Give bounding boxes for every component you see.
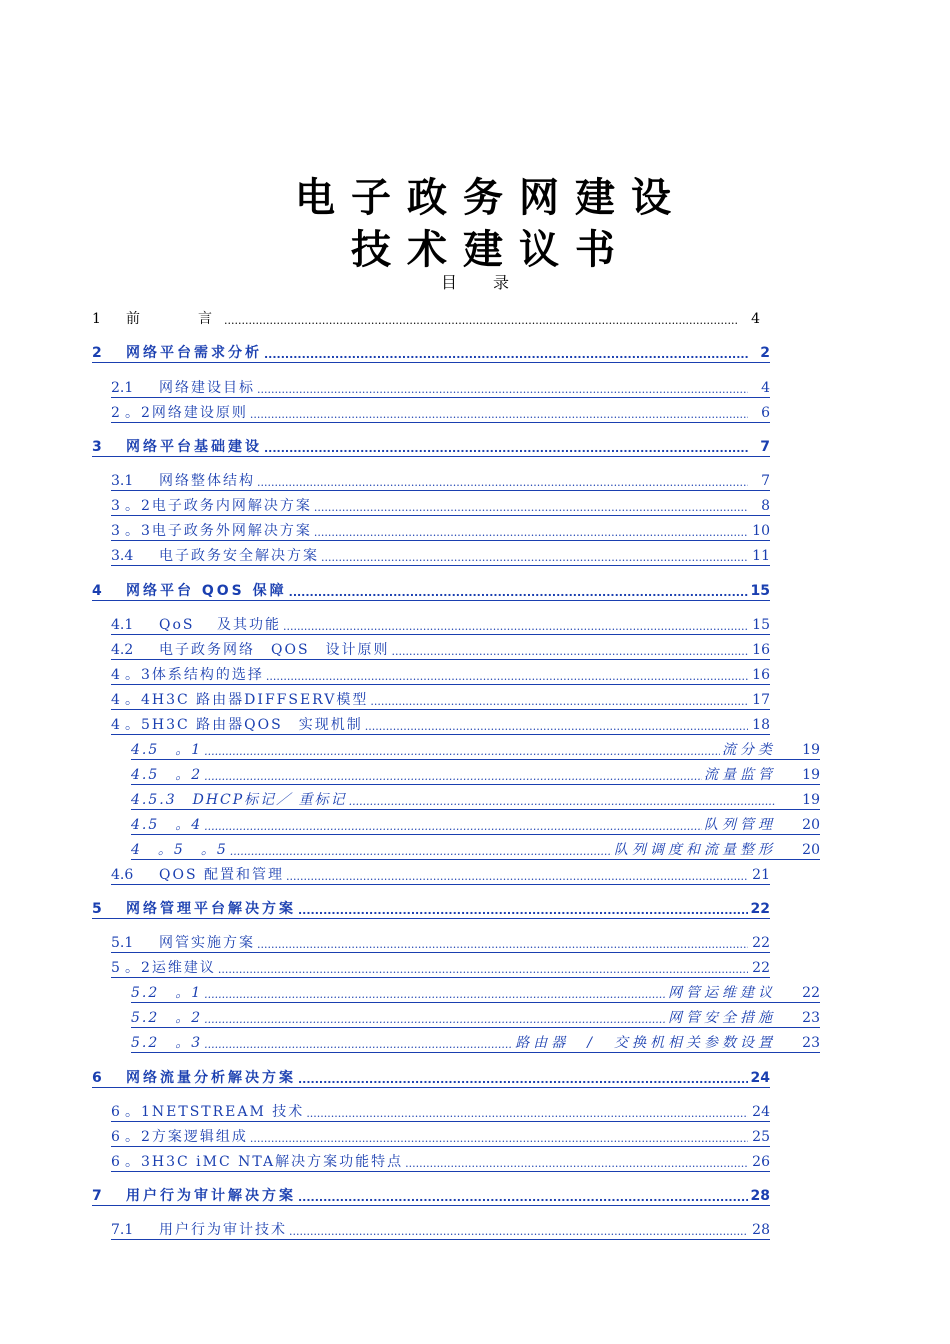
toc-page-number: 2 xyxy=(760,345,770,361)
toc-leader-dots xyxy=(204,1009,666,1027)
toc-entry-title: 流分类 xyxy=(722,742,776,758)
document-title-line2: 技术建议书 xyxy=(351,227,631,273)
toc-entry-label: 用户行为审计解决方案 xyxy=(126,1188,296,1204)
toc-entry-number: 7 xyxy=(92,1188,102,1204)
toc-leader-dots xyxy=(349,791,776,809)
toc-page-number: 20 xyxy=(802,842,820,858)
toc-page-number: 24 xyxy=(750,1070,770,1086)
toc-entry-label: 5.2 。2 xyxy=(131,1010,203,1026)
toc-entry[interactable] xyxy=(111,496,770,516)
toc-entry-label: 4.5.3 DHCP标记／ 重标记 xyxy=(131,792,347,808)
toc-entry[interactable] xyxy=(92,899,770,919)
toc-leader-dots xyxy=(204,766,702,784)
toc-leader-dots xyxy=(283,616,748,634)
toc-page-number: 15 xyxy=(750,583,770,599)
toc-entry-label: 网络平台需求分析 xyxy=(126,345,262,361)
toc-leader-dots xyxy=(306,1103,748,1121)
toc-leader-dots xyxy=(298,900,748,918)
toc-leader-dots xyxy=(286,866,748,884)
toc-entry-number: 3 xyxy=(111,523,120,539)
toc-entry-title: 网管运维建议 xyxy=(668,985,776,1001)
toc-entry[interactable] xyxy=(131,1033,820,1053)
toc-entry[interactable] xyxy=(111,1102,770,1122)
toc-leader-dots xyxy=(224,310,738,328)
toc-page-number: 7 xyxy=(761,473,770,489)
toc-leader-dots xyxy=(314,497,748,515)
toc-entry-number: 3.1 xyxy=(111,473,134,489)
toc-entry[interactable] xyxy=(111,665,770,685)
toc-leader-dots xyxy=(298,1069,748,1087)
toc-entry[interactable] xyxy=(111,1127,770,1147)
toc-page-number: 6 xyxy=(761,405,770,421)
toc-entry-number: 5.1 xyxy=(111,935,134,951)
toc-leader-dots xyxy=(289,582,748,600)
toc-page-number: 16 xyxy=(752,642,770,658)
toc-page-number: 19 xyxy=(802,792,820,808)
toc-page-number: 24 xyxy=(752,1104,770,1120)
toc-entry[interactable] xyxy=(92,437,770,457)
toc-entry-label: 网络整体结构 xyxy=(159,473,255,489)
toc-entry[interactable] xyxy=(111,690,770,710)
toc-entry-number: 4.2 xyxy=(111,642,134,658)
toc-entry-number: 4 xyxy=(92,583,102,599)
toc-page-number: 4 xyxy=(761,380,770,396)
toc-leader-dots xyxy=(204,816,702,834)
toc-entry-label: QoS 及其功能 xyxy=(159,617,281,633)
toc-leader-dots xyxy=(230,841,612,859)
toc-entry[interactable] xyxy=(111,378,770,398)
toc-entry-number: 4 xyxy=(111,717,120,733)
toc-entry-label: 网络流量分析解决方案 xyxy=(126,1070,296,1086)
toc-entry-number: 4.1 xyxy=(111,617,134,633)
toc-entry[interactable] xyxy=(131,740,820,760)
toc-entry[interactable] xyxy=(111,521,770,541)
toc-page-number: 25 xyxy=(752,1129,770,1145)
toc-entry[interactable] xyxy=(111,403,770,423)
toc-entry[interactable] xyxy=(111,865,770,885)
toc-page-number: 10 xyxy=(752,523,770,539)
toc-heading: 目录 xyxy=(440,273,545,292)
toc-leader-dots xyxy=(321,547,748,565)
toc-entry-label: 。3H3C iMC NTA解决方案功能特点 xyxy=(125,1154,404,1170)
toc-entry-label: 电子政务安全解决方案 xyxy=(159,548,319,564)
document-title-line1: 电子政务网建设 xyxy=(295,175,687,221)
toc-page-number: 19 xyxy=(802,742,820,758)
toc-leader-dots xyxy=(257,472,748,490)
toc-page-number: 16 xyxy=(752,667,770,683)
toc-leader-dots xyxy=(264,344,748,362)
toc-entry-label: 4.5 。4 xyxy=(131,817,203,833)
toc-entry[interactable] xyxy=(111,715,770,735)
toc-entry-number: 5 xyxy=(111,960,120,976)
toc-page-number: 22 xyxy=(752,935,770,951)
toc-leader-dots xyxy=(250,1128,748,1146)
toc-page-number: 22 xyxy=(802,985,820,1001)
toc-leader-dots xyxy=(204,984,666,1002)
toc-entry-title: 队列管理 xyxy=(704,817,776,833)
toc-page-number: 26 xyxy=(752,1154,770,1170)
toc-entry-number: 6 xyxy=(111,1129,120,1145)
toc-entry-label: 。3体系结构的选择 xyxy=(125,667,264,683)
toc-entry-label: QOS 配置和管理 xyxy=(159,867,284,883)
toc-entry-label: 。2方案逻辑组成 xyxy=(125,1129,248,1145)
toc-leader-dots xyxy=(218,959,748,977)
toc-entry[interactable] xyxy=(111,471,770,491)
toc-entry-title: 流量监管 xyxy=(704,767,776,783)
toc-leader-dots xyxy=(392,641,748,659)
toc-leader-dots xyxy=(204,741,720,759)
toc-entry[interactable] xyxy=(111,640,770,660)
toc-leader-dots xyxy=(365,716,748,734)
toc-entry[interactable] xyxy=(92,1068,770,1088)
toc-entry-number: 3 xyxy=(92,439,102,455)
toc-page-number: 7 xyxy=(760,439,770,455)
toc-entry[interactable] xyxy=(111,933,770,953)
toc-entry[interactable] xyxy=(111,1220,770,1240)
toc-entry-label: 电子政务网络 QOS 设计原则 xyxy=(159,642,390,658)
toc-page-number: 18 xyxy=(752,717,770,733)
toc-entry-label: 。1NETSTREAM 技术 xyxy=(125,1104,305,1120)
toc-entry-number: 2.1 xyxy=(111,380,134,396)
toc-entry-label: 网络平台基础建设 xyxy=(126,439,262,455)
toc-entry-number: 2 xyxy=(92,345,102,361)
toc-entry-label: 。2电子政务内网解决方案 xyxy=(125,498,312,514)
toc-entry-label: 前 言 xyxy=(126,311,222,327)
toc-leader-dots xyxy=(405,1153,748,1171)
toc-entry-number: 6 xyxy=(111,1154,120,1170)
toc-page-number: 11 xyxy=(752,548,770,564)
toc-entry-number: 5 xyxy=(92,901,102,917)
toc-leader-dots xyxy=(257,379,748,397)
toc-page-number: 21 xyxy=(752,867,770,883)
toc-entry-label: 。3电子政务外网解决方案 xyxy=(125,523,312,539)
toc-entry-label: 4 。5 。5 xyxy=(131,842,228,858)
toc-page-number: 17 xyxy=(752,692,770,708)
toc-entry-number: 4 xyxy=(111,692,120,708)
toc-page-number: 15 xyxy=(752,617,770,633)
toc-entry-label: 。4H3C 路由器DIFFSERV模型 xyxy=(125,692,369,708)
toc-page-number: 20 xyxy=(802,817,820,833)
toc-entry-number: 6 xyxy=(92,1070,102,1086)
toc-page-number: 22 xyxy=(752,960,770,976)
toc-page-number: 28 xyxy=(750,1188,770,1204)
toc-leader-dots xyxy=(204,1034,513,1052)
toc-entry-number: 2 xyxy=(111,405,120,421)
toc-page-number: 28 xyxy=(752,1222,770,1238)
toc-entry-number: 6 xyxy=(111,1104,120,1120)
toc-entry-label: 4.5 。2 xyxy=(131,767,203,783)
toc-entry-number: 1 xyxy=(92,311,101,327)
toc-entry-label: 。2网络建设原则 xyxy=(125,405,248,421)
toc-leader-dots xyxy=(289,1221,748,1239)
toc-entry-title: 队列调度和流量整形 xyxy=(614,842,776,858)
toc-entry-label: 网络平台 QOS 保障 xyxy=(126,583,287,599)
toc-page-number: 8 xyxy=(761,498,770,514)
toc-entry-title: 路由器 / 交换机相关参数设置 xyxy=(515,1035,776,1051)
toc-entry[interactable] xyxy=(92,343,770,363)
toc-entry[interactable] xyxy=(131,765,820,785)
toc-entry-label: 4.5 。1 xyxy=(131,742,203,758)
toc-entry[interactable] xyxy=(131,840,820,860)
toc-entry[interactable] xyxy=(111,546,770,566)
toc-leader-dots xyxy=(250,404,748,422)
toc-entry[interactable] xyxy=(131,1008,820,1028)
toc-entry-number: 3 xyxy=(111,498,120,514)
toc-entry-label: 网络管理平台解决方案 xyxy=(126,901,296,917)
toc-page-number: 19 xyxy=(802,767,820,783)
toc-entry[interactable] xyxy=(111,615,770,635)
toc-entry[interactable] xyxy=(111,958,770,978)
toc-entry-label: 网络建设目标 xyxy=(159,380,255,396)
toc-leader-dots xyxy=(266,666,748,684)
toc-entry[interactable] xyxy=(131,983,820,1003)
toc-entry-label: 用户行为审计技术 xyxy=(159,1222,287,1238)
toc-leader-dots xyxy=(264,438,748,456)
toc-leader-dots xyxy=(370,691,748,709)
toc-entry-label: 。5H3C 路由器QOS 实现机制 xyxy=(125,717,363,733)
toc-entry-title: 网管安全措施 xyxy=(668,1010,776,1026)
toc-entry[interactable] xyxy=(92,581,770,601)
toc-entry xyxy=(92,308,760,328)
toc-page-number: 23 xyxy=(802,1010,820,1026)
toc-entry[interactable] xyxy=(92,1186,770,1206)
toc-page-number: 22 xyxy=(750,901,770,917)
toc-leader-dots xyxy=(298,1187,748,1205)
toc-page-number: 23 xyxy=(802,1035,820,1051)
toc-entry-number: 7.1 xyxy=(111,1222,134,1238)
toc-leader-dots xyxy=(257,934,748,952)
toc-entry-label: 5.2 。3 xyxy=(131,1035,203,1051)
toc-entry-label: 。2运维建议 xyxy=(125,960,216,976)
toc-leader-dots xyxy=(314,522,748,540)
toc-entry[interactable] xyxy=(111,1152,770,1172)
toc-entry-number: 3.4 xyxy=(111,548,134,564)
toc-entry-number: 4 xyxy=(111,667,120,683)
toc-entry[interactable] xyxy=(131,815,820,835)
toc-entry-number: 4.6 xyxy=(111,867,134,883)
toc-entry-label: 网管实施方案 xyxy=(159,935,255,951)
toc-entry[interactable] xyxy=(131,790,820,810)
toc-page-number: 4 xyxy=(751,311,760,327)
toc-entry-label: 5.2 。1 xyxy=(131,985,203,1001)
